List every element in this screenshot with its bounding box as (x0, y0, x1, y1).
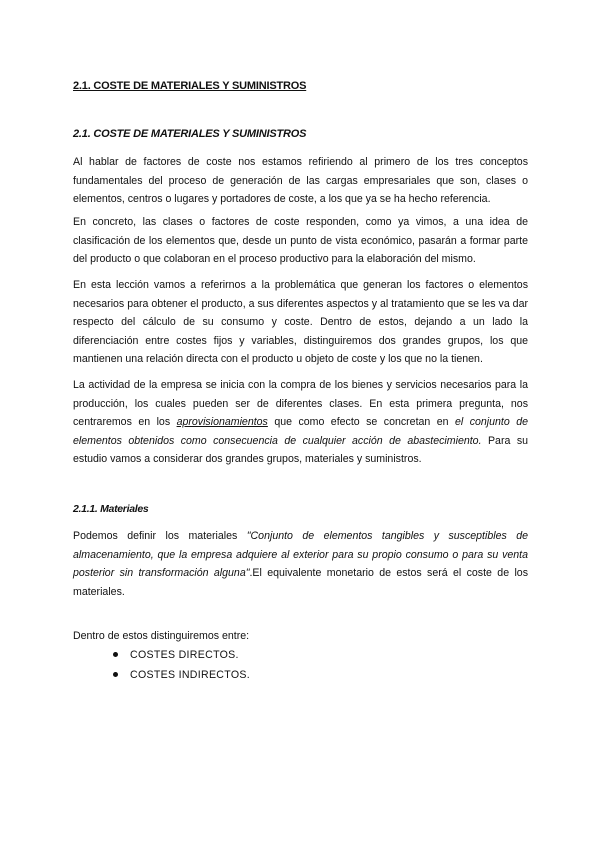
list-item (113, 645, 250, 665)
actividad-italic-definition: el conjunto de elementos obtenidos como consecuencia de cualquier acción de abastecimiento. (73, 416, 528, 447)
actividad-text-1: La actividad de la empresa se inicia con la compra de los bienes y servicios necesarios para la producción, los cuales pueden ser de diferentes clases. En esta primera pregunta, nos centraremos en los (73, 379, 528, 429)
list-item-label: COSTES DIRECTOS. (130, 649, 239, 661)
paragraph-intro: Al hablar de factores de coste nos estamos refiriendo al primero de los tres conceptos fundamentales del proceso de generación de las cargas empresariales que son, clases o elementos, centros o lugares y portadores de coste, a los que ya se ha hecho referencia. (73, 156, 528, 206)
section-heading: 2.1. COSTE DE MATERIALES Y SUMINISTROS (73, 128, 307, 140)
cost-type-list (113, 645, 250, 685)
bullet-icon (113, 672, 118, 677)
materiales-text-1: Podemos definir los materiales (73, 530, 247, 542)
list-item-label: COSTES INDIRECTOS. (130, 669, 250, 681)
paragraph-leccion: En esta lección vamos a referirnos a la problemática que generan los factores o elementos necesarios para obtener el producto, a sus diferentes aspectos y al tratamiento que se les va dar respecto del cálculo de su consumo y coste. Dentro de estos, dejando a un lado la diferenciación entre costes fijos y variables, distinguiremos dos grandes grupos, los que mantienen una relación directa con el producto u objeto de coste y los que no la tienen. (73, 279, 528, 366)
paragraph-distinguiremos: Dentro de estos distinguiremos entre: (73, 630, 250, 642)
document-title: 2.1. COSTE DE MATERIALES Y SUMINISTROS (73, 80, 307, 92)
materiales-quote: "Conjunto de elementos tangibles y susceptibles de almacenamiento, que la empresa adquiere al exterior para su propio consumo o para su venta posterior sin transformación alguna" (73, 530, 528, 580)
bullet-icon (113, 652, 118, 657)
aprovisionamientos-link[interactable]: aprovisionamientos (176, 416, 268, 429)
paragraph-clases: En concreto, las clases o factores de coste responden, como ya vimos, a una idea de clasificación de los elementos que, desde un punto de vista económico, pasarán a formar parte del producto o que colaboran en el proceso productivo para la elaboración del mismo. (73, 216, 528, 266)
actividad-text-2: que como efecto se concretan en (267, 416, 455, 429)
materiales-text-2: .El equivalente monetario de estos será el coste de los materiales. (73, 567, 528, 598)
paragraph-materiales (73, 527, 528, 601)
list-item (113, 665, 250, 685)
actividad-text-3: Para su estudio vamos a considerar dos grandes grupos, materiales y suministros. (73, 434, 529, 466)
subsection-heading: 2.1.1. Materiales (73, 503, 149, 515)
paragraph-actividad (73, 376, 528, 469)
